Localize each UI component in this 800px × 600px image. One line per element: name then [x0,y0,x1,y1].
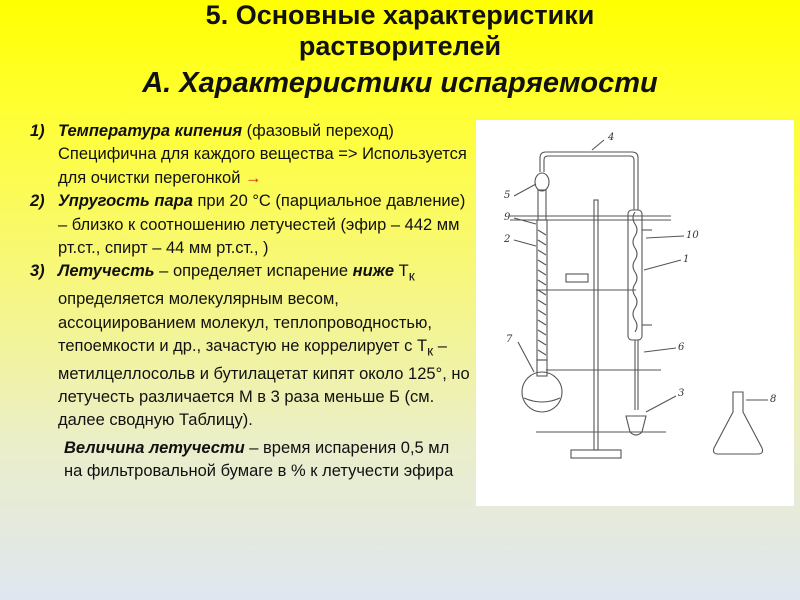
leader-7 [518,342,534,372]
title-line-1: 5. Основные характеристики [205,0,595,30]
round-flask [522,372,562,412]
title-subtitle: А. Характеристики испаряемости [142,67,658,99]
condenser-coil [633,212,637,332]
title-line-2: растворителей [298,31,502,61]
content-text [30,120,470,484]
stand-base [571,450,621,458]
item-text: (фазовый переход) Специфична для каждого вещества => Используется для очистки перегонкой [58,122,467,187]
erlenmeyer-flask [714,392,763,454]
leader-2 [514,240,536,246]
leader-3 [646,396,676,412]
list-item-boiling-point [30,120,470,190]
list-item-volatility [30,260,470,432]
item-term: Температура кипения [58,122,243,140]
figure-label: 4 [608,132,615,143]
item-text: определяется молекулярным весом, ассоциированием молекул, теплопроводностью, тепоемкости и др., зачастую не коррелирует с Т [58,290,432,355]
item-text: при 20 °С (парциальное давление) – близко к соотношению летучестей (эфир – 442 мм рт.ст., спирт – 44 мм рт.ст., ) [58,192,466,258]
figure-label: 10 [686,230,699,241]
leader-1 [644,260,681,270]
item-text: Т [394,262,409,281]
item-term-2: ниже [352,262,395,281]
leader-5 [514,184,536,196]
figure-label: 1 [683,254,690,265]
figure-label: 3 [678,388,685,399]
figure-label: 5 [504,190,511,201]
item-text: – определяет испарение [154,262,353,281]
stand-rod [594,200,598,450]
flask-head [535,173,549,191]
item-text: – метилцеллосольв и бутилацетат кипят около 125°, но летучесть различается М в 3 раза меньше Б (см. далее сводную Таблицу). [58,336,470,430]
slide-title [0,0,800,102]
leader-9 [514,218,536,224]
volatility-definition [30,437,470,484]
figure-label: 6 [678,342,685,353]
figure-label: 8 [770,394,777,405]
figure-label: 7 [506,334,513,345]
vapor-tube [540,152,638,210]
item-term: Летучесть [58,262,155,281]
leader-4 [592,140,604,150]
flask-liquid [524,398,560,402]
figure-label: 2 [504,234,511,245]
column-packing [538,230,546,355]
item-number: 1) [30,122,45,140]
distillation-apparatus-figure [476,120,794,506]
list-item-vapor-pressure [30,190,470,260]
arrow-right-icon: → [245,168,262,187]
definition-text: – время испарения 0,5 мл на фильтровальной бумаге в % к летучести эфира [64,438,454,481]
item-number: 2) [30,192,45,211]
clamp-block [566,274,588,282]
apparatus-diagram [476,120,794,506]
item-number: 3) [30,262,45,281]
vapor-tube-inner [544,156,634,210]
definition-term: Величина летучести [64,438,245,457]
leader-6 [644,348,676,352]
item-term: Упругость пара [58,192,193,211]
subscript: к [408,268,415,284]
figure-label: 9 [504,212,511,223]
subscript: к [427,343,434,359]
flask-neck [537,360,547,376]
leader-10 [646,236,684,238]
